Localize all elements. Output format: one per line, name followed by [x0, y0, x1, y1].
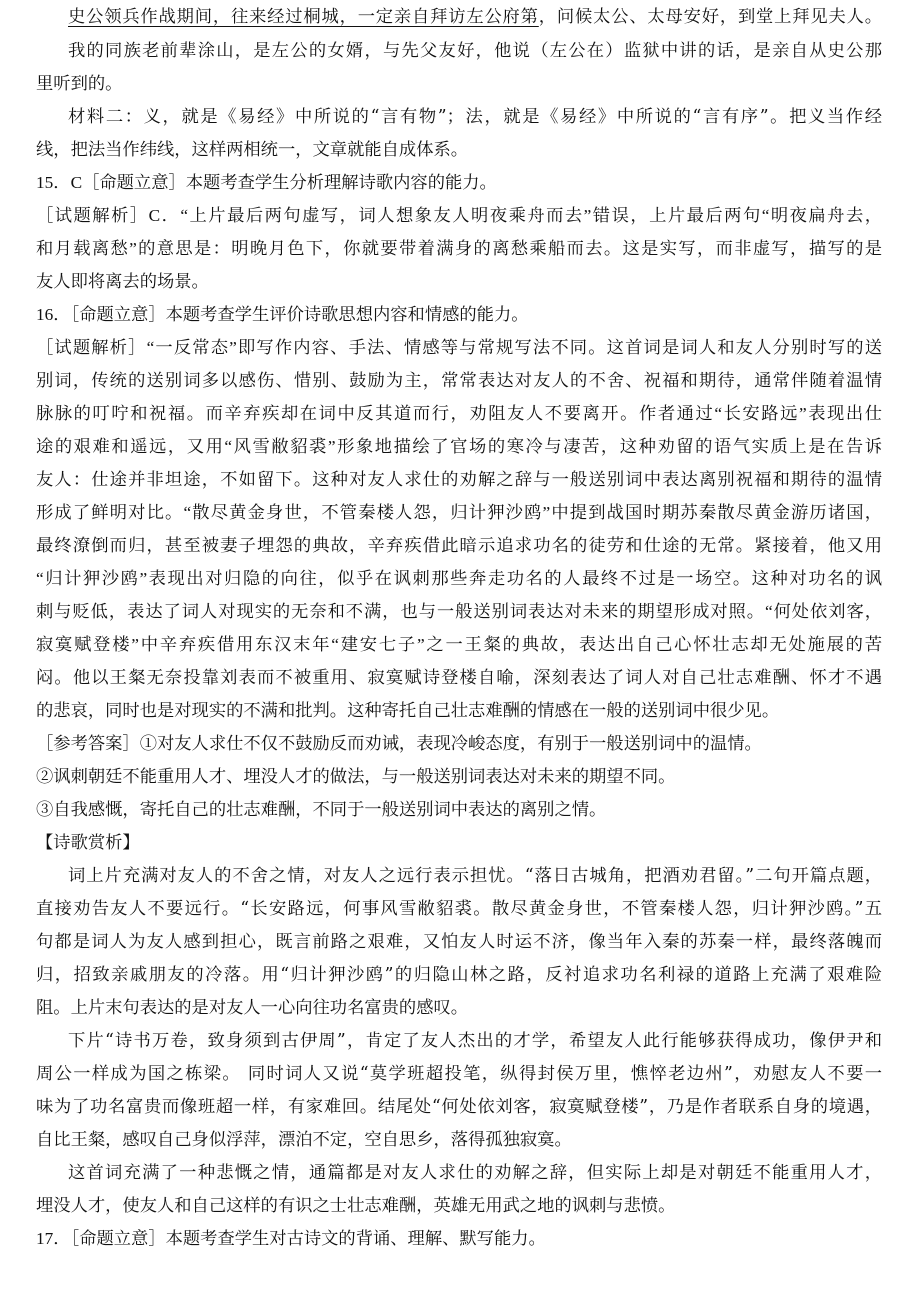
analysis-line: 的悲哀，同时也是对现实的不满和批判。这种寄托自己壮志难酬的情感在一般的送别词中很少见。	[36, 701, 780, 720]
translation-line: 里听到的。	[36, 74, 123, 94]
section-heading: 【诗歌赏析】	[36, 833, 140, 852]
underlined-text: 史公领兵作战期间，往来经过桐城，一定亲自拜访左公府第	[68, 7, 539, 27]
translation-line: 线，把法当作纬线，这样两相统一，文章就能自成体系。	[36, 140, 469, 160]
appreciation-line: 自比王粲，感叹自己身似浮萍，漂泊不定，空自思乡，落得孤独寂寞。	[36, 1130, 572, 1150]
translation-line: 材料二：义，就是《易经》中所说的“言有物”；法，就是《易经》中所说的“言有序”。把义当作经	[68, 107, 882, 127]
analysis-line: 途的艰难和遥远，又用“风雪敝貂裘”形象地描绘了官场的寒冷与凄苦，这种劝留的语气实质上是在告诉	[36, 437, 882, 456]
translation-line: 我的同族老前辈涂山，是左公的女婿，与先父友好，他说（左公在）监狱中讲的话，是亲自从史公那	[68, 41, 882, 61]
appreciation-line: 周公一样成为国之栋梁。 同时词人又说“莫学班超投笔，纵得封侯万里，憔悴老边州”，劝慰友人不要一	[36, 1064, 882, 1084]
question-heading: 16．［命题立意］本题考查学生评价诗歌思想内容和情感的能力。	[36, 305, 529, 324]
question-heading: 17．［命题立意］本题考查学生对古诗文的背诵、理解、默写能力。	[36, 1229, 546, 1248]
answer-line: ［参考答案］①对友人求仕不仅不鼓励反而劝诫，表现冷峻态度，有别于一般送别词中的温情。	[36, 734, 762, 753]
appreciation-line: 归，招致亲戚朋友的冷落。用“归计狎沙鸥”的归隐山林之路，反衬追求功名利禄的道路上充满了艰难险	[36, 965, 882, 985]
analysis-line: ［试题解析］C．“上片最后两句虚写，词人想象友人明夜乘舟而去”错误，上片最后两句“明夜扁舟去，	[36, 206, 882, 225]
appreciation-line: 味为了功名富贵而像班超一样，有家难回。结尾处“何处依刘客，寂寞赋登楼”，乃是作者联系自身的境遇，	[36, 1097, 882, 1117]
analysis-line: 脉脉的叮咛和祝福。而辛弃疾却在词中反其道而行，劝阻友人不要离开。作者通过“长安路远”表现出仕	[36, 404, 882, 423]
appreciation-line: 句都是词人为友人感到担心，既言前路之艰难，又怕友人时运不济，像当年入秦的苏秦一样，最终落魄而	[36, 932, 882, 952]
analysis-line: 别词，传统的送别词多以感伤、惜别、鼓励为主，常常表达对友人的不舍、祝福和期待，通常伴随着温情	[36, 371, 882, 390]
analysis-line: 友人：仕途并非坦途，不如留下。这种对友人求仕的劝解之辞与一般送别词中表达离别祝福和期待的温情	[36, 470, 882, 489]
appreciation-line: 埋没人才，使友人和自己这样的有识之士壮志难酬，英雄无用武之地的讽刺与悲愤。	[36, 1196, 676, 1216]
appreciation-line: 词上片充满对友人的不舍之情，对友人之远行表示担忧。“落日古城角，把酒劝君留。”二句开篇点题，	[68, 866, 882, 886]
answer-line: ②讽刺朝廷不能重用人才、埋没人才的做法，与一般送别词表达对未来的期望不同。	[36, 767, 676, 786]
translation-line: 史公领兵作战期间，往来经过桐城，一定亲自拜访左公府第，问候太公、太母安好，到堂上拜见夫人。	[68, 7, 882, 27]
question-heading: 15．C［命题立意］本题考查学生分析理解诗歌内容的能力。	[36, 173, 497, 192]
analysis-line: 寂寞赋登楼”中辛弃疾借用东汉末年“建安七子”之一王粲的典故，表达出自己心怀壮志却无处施展的苦	[36, 635, 882, 654]
appreciation-line: 这首词充满了一种悲慨之情，通篇都是对友人求仕的劝解之辞，但实际上却是对朝廷不能重用人才，	[68, 1163, 882, 1183]
analysis-line: 刺与贬低，表达了词人对现实的无奈和不满，也与一般送别词表达对未来的期望形成对照。“何处依刘客，	[36, 602, 882, 621]
analysis-line: 形成了鲜明对比。“散尽黄金身世，不管秦楼人怨，归计狎沙鸥”中提到战国时期苏秦散尽黄金游历诸国，	[36, 503, 882, 522]
analysis-line: ［试题解析］“一反常态”即写作内容、手法、情感等与常规写法不同。这首词是词人和友人分别时写的送	[36, 338, 882, 357]
analysis-line: “归计狎沙鸥”表现出对归隐的向往，似乎在讽刺那些奔走功名的人最终不过是一场空。这种对功名的讽	[36, 569, 882, 588]
analysis-line: 和月载离愁”的意思是：明晚月色下，你就要带着满身的离愁乘船而去。这是实写，而非虚写，描写的是	[36, 239, 882, 258]
appreciation-line: 阻。上片末句表达的是对友人一心向往功名富贵的感叹。	[36, 998, 469, 1018]
analysis-line: 闷。他以王粲无奈投靠刘表而不被重用、寂寞赋诗登楼自喻，深刻表达了词人对自己壮志难酬、怀才不遇	[36, 668, 882, 687]
analysis-line: 友人即将离去的场景。	[36, 272, 209, 291]
appreciation-line: 直接劝告友人不要远行。“长安路远，何事风雪敝貂裘。散尽黄金身世，不管秦楼人怨，归计狎沙鸥。”五	[36, 899, 882, 919]
appreciation-line: 下片“诗书万卷，致身须到古伊周”，肯定了友人杰出的才学，希望友人此行能够获得成功，像伊尹和	[68, 1031, 882, 1051]
analysis-line: 最终潦倒而归，甚至被妻子埋怨的典故，辛弃疾借此暗示追求功名的徒劳和仕途的无常。紧接着，他又用	[36, 536, 882, 555]
answer-line: ③自我感慨，寄托自己的壮志难酬，不同于一般送别词中表达的离别之情。	[36, 800, 607, 819]
